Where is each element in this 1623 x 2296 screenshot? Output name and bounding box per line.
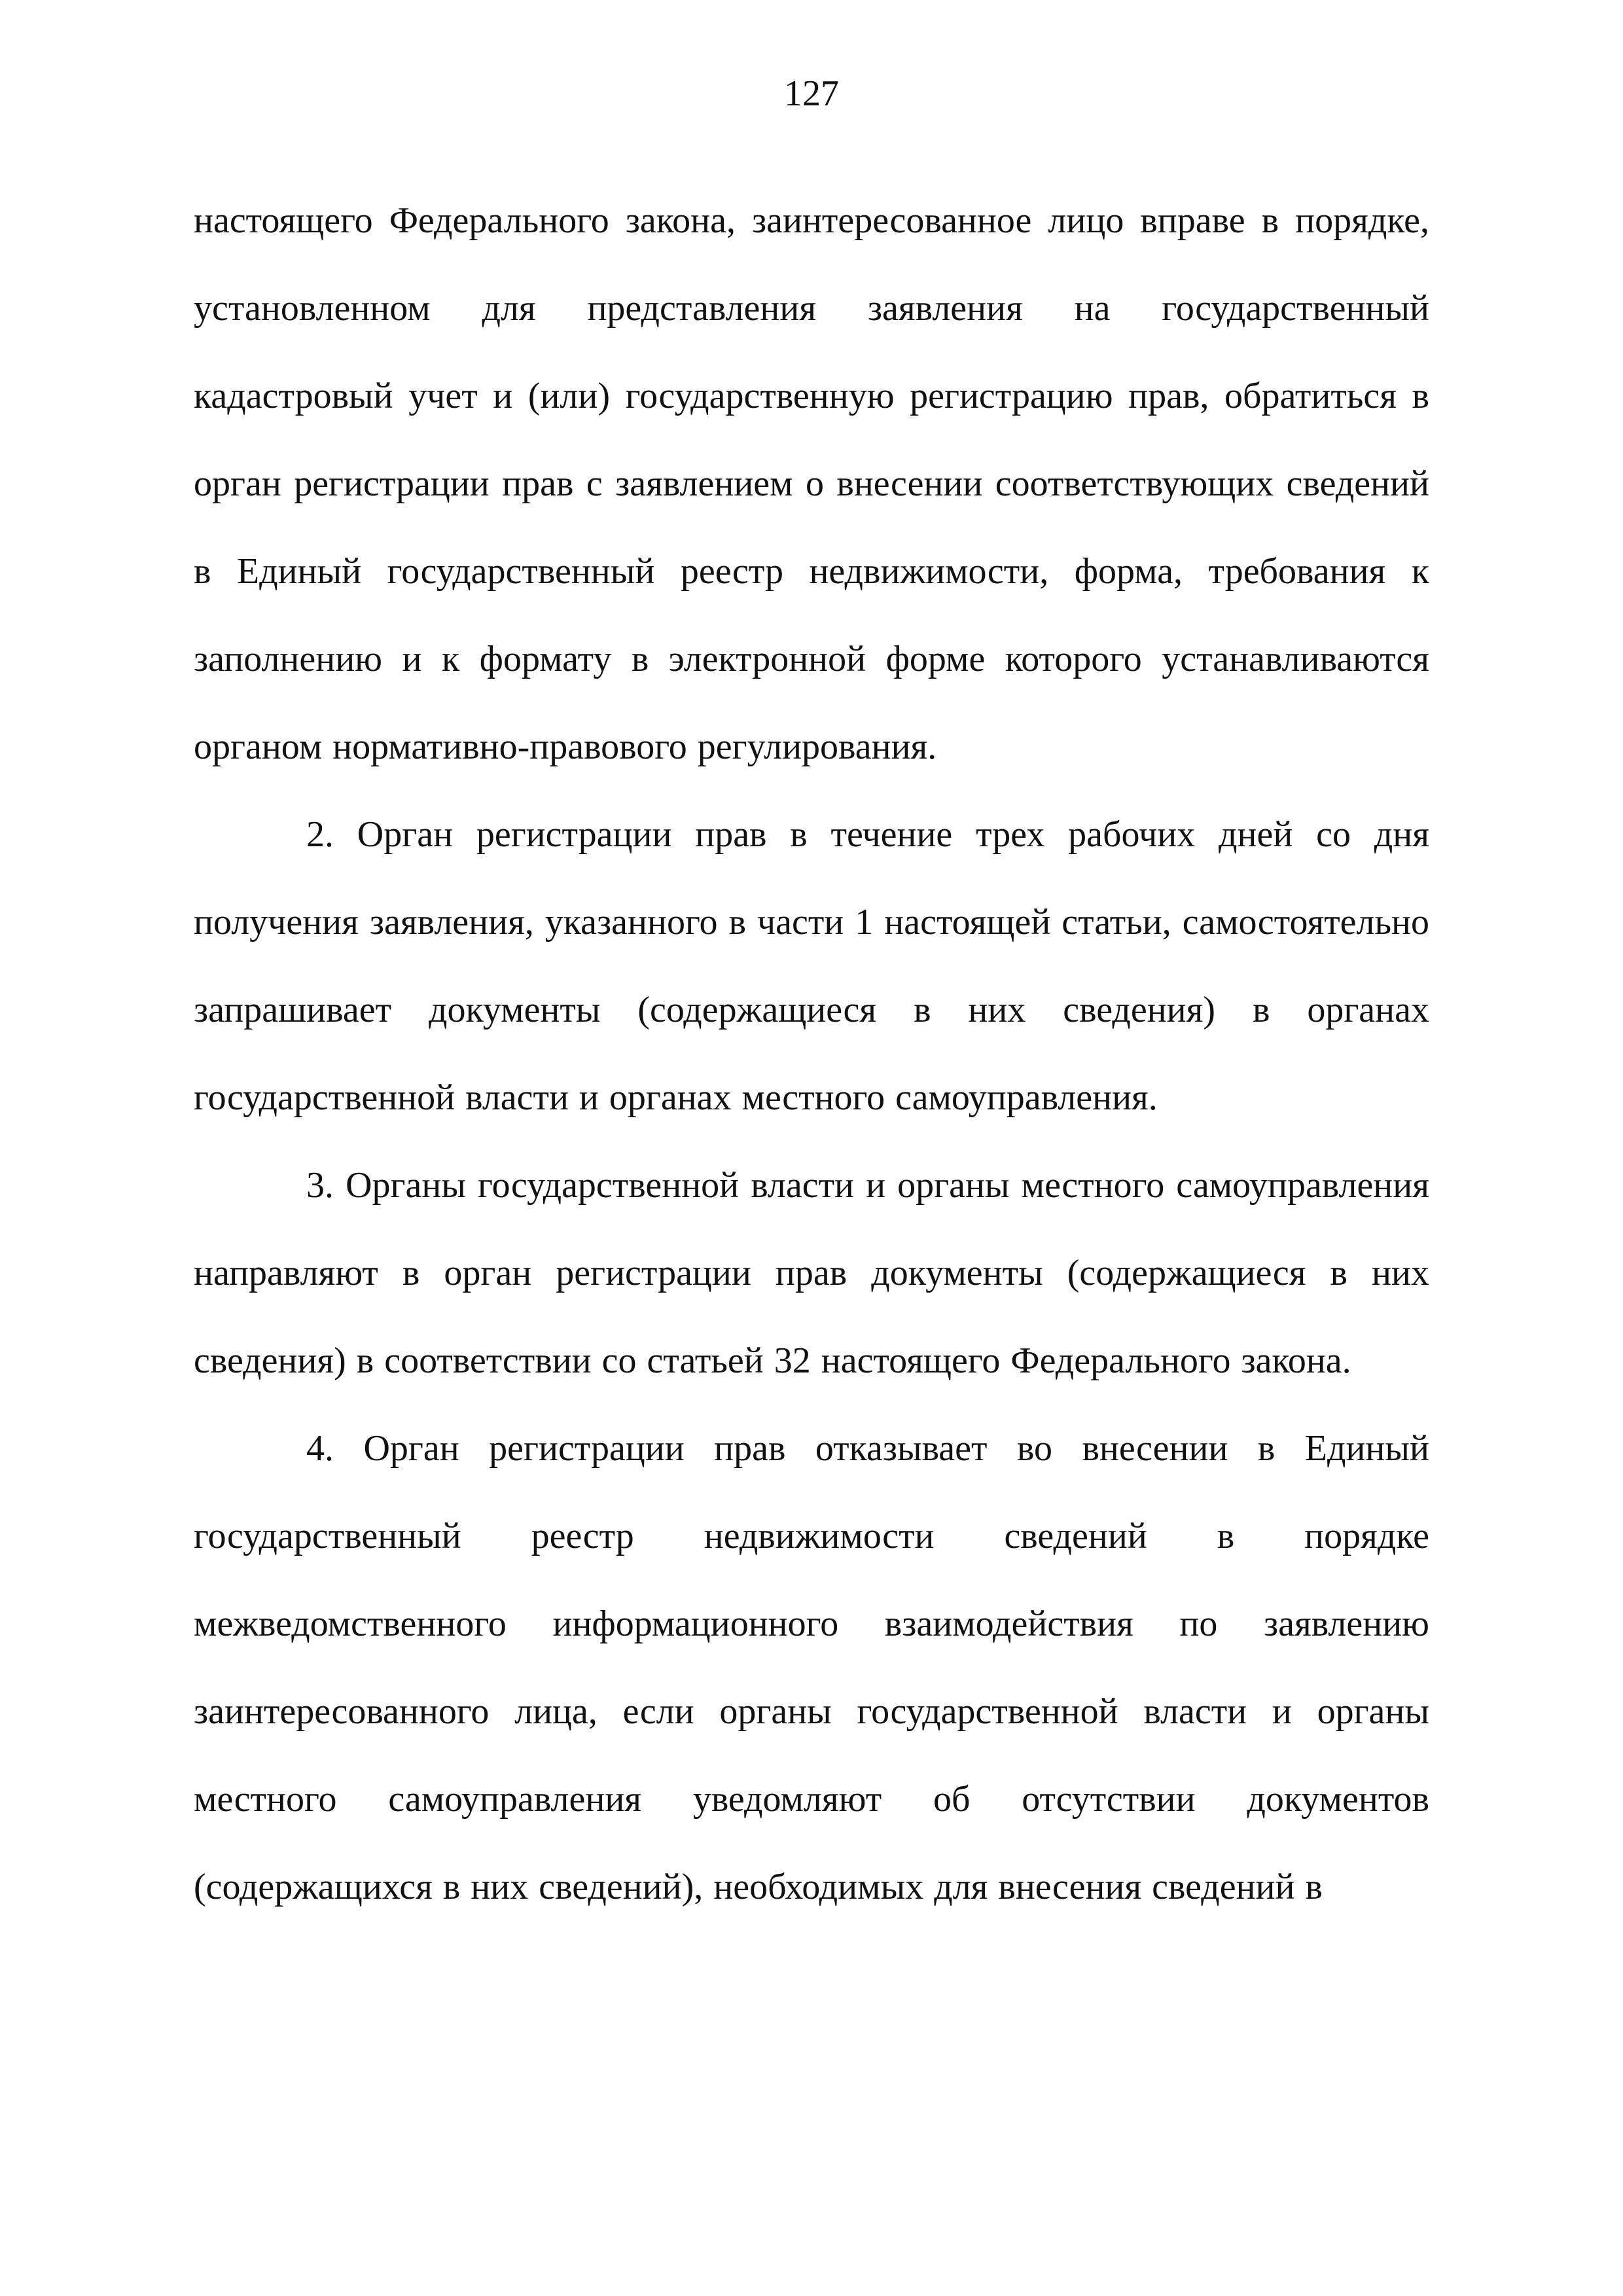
paragraph-continuation: настоящего Федерального закона, заинтересованное лицо вправе в порядке, установленном для представления заявления на государственный кадастровый учет и (или) государственную регистрацию прав, обратиться в орган регистрации прав с заявлением о внесении соответствующих сведений в Единый государственный реестр недвижимости, форма, требования к заполнению и к формату в электронной форме которого устанавливаются органом нормативно-правового регулирования. (194, 200, 1429, 767)
paragraph-item-2: 2. Орган регистрации прав в течение трех рабочих дней со дня получения заявления, указанного в части 1 настоящей статьи, самостоятельно запрашивает документы (содержащиеся в них сведения) в органах государственной власти и органах местного самоуправления. (194, 814, 1429, 1118)
paragraph-item-4: 4. Орган регистрации прав отказывает во внесении в Единый государственный реестр недвижимости сведений в порядке межведомственного информационного взаимодействия по заявлению заинтересованного лица, если органы государственной власти и органы местного самоуправления уведомляют об отсутствии документов (содержащихся в них сведений), необходимых для внесения сведений в (194, 1428, 1429, 1907)
page-number: 127 (784, 73, 839, 114)
document-body (194, 177, 1429, 1931)
paragraph-item-3: 3. Органы государственной власти и органы местного самоуправления направляют в орган регистрации прав документы (содержащиеся в них сведения) в соответствии со статьей 32 настоящего Федерального закона. (194, 1165, 1429, 1381)
